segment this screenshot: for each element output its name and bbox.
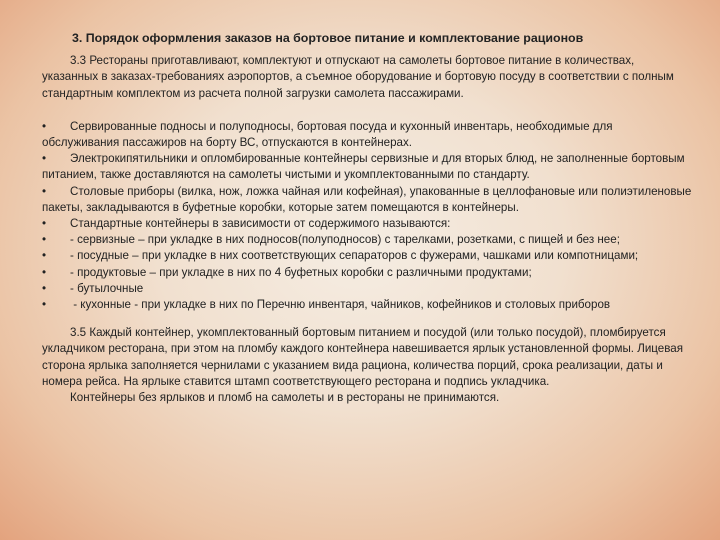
- list-item-text: Сервированные подносы и полуподносы, бортовая посуда и кухонный инвентарь, необходимые для обслуживания пассажиров на борту ВС, отпускаются в контейнерах.: [42, 119, 613, 150]
- bullet-icon: •: [42, 184, 47, 198]
- list-item-text: - сервизные – при укладке в них подносов(полуподносов) с тарелками, розетками, с пищей и без нее;: [70, 233, 620, 247]
- slide-content: [42, 30, 692, 406]
- bullet-icon: •: [42, 249, 47, 263]
- list-item: [42, 232, 692, 248]
- list-item: [42, 119, 692, 151]
- list-item: [42, 151, 692, 183]
- list-item-text: - продуктовые – при укладке в них по 4 буфетных коробки с различными продуктами;: [70, 265, 532, 279]
- list-item: [42, 265, 692, 281]
- list-item: [42, 281, 692, 297]
- bullet-list: [42, 119, 692, 313]
- bullet-icon: •: [42, 217, 47, 231]
- bullet-icon: •: [42, 281, 47, 295]
- list-item-text: Столовые приборы (вилка, нож, ложка чайная или кофейная), упакованные в целлофановые или полиэтиленовые пакеты, закладываются в буфетные коробки, которые затем помещаются в контейнеры.: [42, 184, 692, 214]
- list-item-text: Стандартные контейнеры в зависимости от содержимого называются:: [70, 217, 451, 231]
- bullet-icon: •: [42, 265, 47, 279]
- paragraph-no-labels: Контейнеры без ярлыков и пломб на самолеты и в рестораны не принимаются.: [70, 391, 500, 405]
- paragraph-3-3: 3.3 Рестораны приготавливают, комплектуют и отпускают на самолеты бортовое питание в количествах, указанных в заказах-требованиях аэропортов, а съемное оборудование и бортовую посуду в соответствии с полным стандартным комплектом из расчета полной загрузки самолета пассажирами.: [42, 54, 674, 100]
- list-item: [42, 184, 692, 216]
- list-item: [42, 297, 692, 313]
- paragraph-3-5: 3.5 Каждый контейнер, укомплектованный бортовым питанием и посудой (или только посудой), пломбируется укладчиком ресторана, при этом на пломбу каждого контейнера навешивается ярлык установленной формы. Лицевая сторона ярлыка заполняется чернилами с указанием вида рациона, количества порций, срока реализации, даты и номера рейса. На ярлыке ставится штамп соответствующего ресторана и подпись укладчика.: [42, 326, 684, 388]
- list-item-text: - посудные – при укладке в них соответствующих сепараторов с фужерами, чашками или компотницами;: [70, 249, 639, 263]
- list-item: [42, 216, 692, 232]
- bullet-icon: •: [42, 152, 47, 166]
- bullet-icon: •: [42, 298, 47, 312]
- list-item-text: - кухонные - при укладке в них по Перечню инвентаря, чайников, кофейников и столовых приборов: [70, 298, 611, 312]
- bullet-icon: •: [42, 233, 47, 247]
- list-item-text: - бутылочные: [70, 281, 144, 295]
- slide-title: 3. Порядок оформления заказов на бортовое питание и комплектование рационов: [72, 31, 584, 45]
- list-item-text: Электрокипятильники и опломбированные контейнеры сервизные и для вторых блюд, не заполненные бортовым питанием, также доставляются на самолеты чистыми и укомплектованными по стандарту.: [42, 152, 685, 182]
- bullet-icon: •: [42, 119, 47, 133]
- list-item: [42, 248, 692, 264]
